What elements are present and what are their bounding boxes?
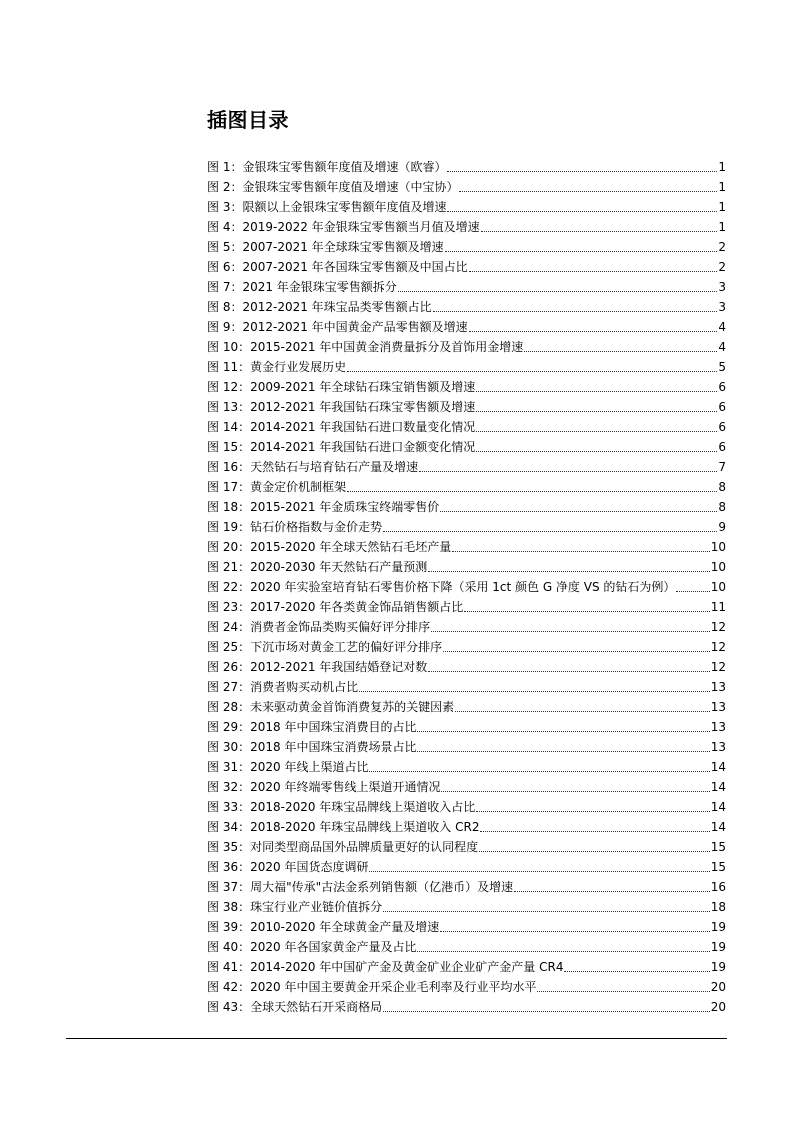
- toc-entry-label[interactable]: 图 38：珠宝行业产业链价值拆分: [207, 900, 383, 914]
- dot-leader: [417, 750, 709, 752]
- toc-entry[interactable]: [207, 515, 726, 535]
- toc-entry-page-number[interactable]: 1: [718, 160, 726, 174]
- toc-entry[interactable]: [207, 535, 726, 555]
- figure-index-list: [207, 155, 726, 1015]
- dot-leader: [476, 450, 717, 452]
- toc-entry-label[interactable]: 图 16：天然钻石与培育钻石产量及增速: [207, 460, 419, 474]
- dot-leader: [447, 170, 717, 172]
- toc-entry[interactable]: [207, 375, 726, 395]
- dot-leader: [524, 350, 717, 352]
- toc-entry[interactable]: [207, 835, 726, 855]
- toc-entry-page-number[interactable]: 6: [718, 380, 726, 394]
- toc-entry-page-number[interactable]: 13: [710, 700, 726, 714]
- dot-leader: [459, 190, 717, 192]
- toc-entry-label[interactable]: 图 3：限额以上金银珠宝零售额年度值及增速: [207, 200, 447, 214]
- toc-entry-label[interactable]: 图 26：2012-2021 年我国结婚登记对数: [207, 660, 428, 674]
- toc-entry[interactable]: [207, 595, 726, 615]
- toc-entry-label[interactable]: 图 23：2017-2020 年各类黄金饰品销售额占比: [207, 600, 464, 614]
- toc-entry-page-number[interactable]: 14: [710, 800, 726, 814]
- dot-leader: [479, 850, 710, 852]
- dot-leader: [417, 730, 709, 732]
- toc-entry-page-number[interactable]: 4: [718, 320, 726, 334]
- toc-entry[interactable]: [207, 875, 726, 895]
- dot-leader: [537, 990, 709, 992]
- toc-entry-label[interactable]: 图 9：2012-2021 年中国黄金产品零售额及增速: [207, 320, 468, 334]
- toc-entry-label[interactable]: 图 17：黄金定价机制框架: [207, 480, 347, 494]
- toc-entry-page-number[interactable]: 6: [718, 420, 726, 434]
- dot-leader: [443, 650, 710, 652]
- dot-leader: [431, 630, 710, 632]
- toc-entry-label[interactable]: 图 29：2018 年中国珠宝消费目的占比: [207, 720, 417, 734]
- toc-entry-page-number[interactable]: 12: [710, 620, 726, 634]
- page-title: 插图目录: [207, 108, 289, 132]
- toc-entry-page-number[interactable]: 9: [718, 520, 726, 534]
- toc-entry[interactable]: [207, 335, 726, 355]
- toc-entry-page-number[interactable]: 12: [710, 640, 726, 654]
- toc-entry-label[interactable]: 图 40：2020 年各国家黄金产量及占比: [207, 940, 417, 954]
- dot-leader: [383, 1010, 710, 1012]
- dot-leader: [417, 950, 709, 952]
- toc-entry-label[interactable]: 图 27：消费者购买动机占比: [207, 680, 359, 694]
- dot-leader: [347, 490, 717, 492]
- toc-entry-label[interactable]: 图 28：未来驱动黄金首饰消费复苏的关键因素: [207, 700, 455, 714]
- toc-entry[interactable]: [207, 495, 726, 515]
- toc-entry-label[interactable]: 图 43：全球天然钻石开采商格局: [207, 1000, 383, 1014]
- dot-leader: [433, 310, 718, 312]
- toc-entry-page-number[interactable]: 16: [710, 880, 726, 894]
- dot-leader: [481, 230, 718, 232]
- toc-entry[interactable]: [207, 955, 726, 975]
- dot-leader: [476, 410, 717, 412]
- toc-entry-label[interactable]: 图 1：金银珠宝零售额年度值及增速（欧睿）: [207, 160, 447, 174]
- toc-entry[interactable]: [207, 775, 726, 795]
- toc-entry[interactable]: [207, 215, 726, 235]
- toc-entry-page-number[interactable]: 2: [718, 260, 726, 274]
- toc-entry-page-number[interactable]: 14: [710, 760, 726, 774]
- toc-entry[interactable]: [207, 435, 726, 455]
- dot-leader: [469, 330, 718, 332]
- toc-entry-page-number[interactable]: 15: [710, 840, 726, 854]
- toc-entry[interactable]: [207, 855, 726, 875]
- toc-entry[interactable]: [207, 795, 726, 815]
- toc-entry[interactable]: [207, 695, 726, 715]
- dot-leader: [455, 710, 710, 712]
- toc-entry-page-number[interactable]: 19: [710, 920, 726, 934]
- toc-entry-label[interactable]: 图 31：2020 年线上渠道占比: [207, 760, 369, 774]
- toc-entry[interactable]: [207, 635, 726, 655]
- toc-entry-page-number[interactable]: 20: [710, 1000, 726, 1014]
- toc-entry[interactable]: [207, 455, 726, 475]
- toc-entry[interactable]: [207, 575, 726, 595]
- dot-leader: [383, 910, 710, 912]
- dot-leader: [676, 590, 709, 592]
- toc-entry[interactable]: [207, 255, 726, 275]
- toc-entry-page-number[interactable]: 13: [710, 740, 726, 754]
- toc-entry-page-number[interactable]: 14: [710, 820, 726, 834]
- toc-entry-label[interactable]: 图 11：黄金行业发展历史: [207, 360, 347, 374]
- toc-entry-label[interactable]: 图 35：对同类型商品国外品牌质量更好的认同程度: [207, 840, 479, 854]
- toc-entry[interactable]: [207, 315, 726, 335]
- toc-entry-label[interactable]: 图 5：2007-2021 年全球珠宝零售额及增速: [207, 240, 444, 254]
- toc-entry[interactable]: [207, 295, 726, 315]
- toc-entry-label[interactable]: 图 36：2020 年国货态度调研: [207, 860, 369, 874]
- toc-entry[interactable]: [207, 915, 726, 935]
- toc-entry[interactable]: [207, 815, 726, 835]
- toc-entry-page-number[interactable]: 8: [718, 480, 726, 494]
- toc-entry-label[interactable]: 图 13：2012-2021 年我国钻石珠宝零售额及增速: [207, 400, 476, 414]
- toc-entry[interactable]: [207, 235, 726, 255]
- toc-entry[interactable]: [207, 735, 726, 755]
- toc-entry-page-number[interactable]: 10: [710, 540, 726, 554]
- dot-leader: [452, 550, 709, 552]
- toc-entry-label[interactable]: 图 41：2014-2020 年中国矿产金及黄金矿业企业矿产金产量 CR4: [207, 960, 564, 974]
- toc-entry[interactable]: [207, 755, 726, 775]
- toc-entry-label[interactable]: 图 6：2007-2021 年各国珠宝零售额及中国占比: [207, 260, 468, 274]
- dot-leader: [464, 610, 709, 612]
- toc-entry-page-number[interactable]: 20: [710, 980, 726, 994]
- dot-leader: [369, 870, 709, 872]
- toc-entry-page-number[interactable]: 10: [710, 560, 726, 574]
- toc-entry-label[interactable]: 图 19：钻石价格指数与金价走势: [207, 520, 383, 534]
- toc-entry-label[interactable]: 图 4：2019-2022 年金银珠宝零售额当月值及增速: [207, 220, 480, 234]
- toc-entry[interactable]: [207, 675, 726, 695]
- toc-entry-page-number[interactable]: 3: [718, 280, 726, 294]
- dot-leader: [469, 270, 718, 272]
- toc-entry-page-number[interactable]: 5: [718, 360, 726, 374]
- toc-entry-page-number[interactable]: 1: [718, 200, 726, 214]
- toc-entry-label[interactable]: 图 22：2020 年实验室培育钻石零售价格下降（采用 1ct 颜色 G 净度 VS 的钻石为例）: [207, 580, 676, 594]
- toc-entry[interactable]: [207, 935, 726, 955]
- dot-leader: [383, 530, 717, 532]
- toc-entry[interactable]: [207, 395, 726, 415]
- toc-entry[interactable]: [207, 195, 726, 215]
- toc-entry[interactable]: [207, 155, 726, 175]
- toc-entry-page-number[interactable]: 6: [718, 440, 726, 454]
- toc-entry-label[interactable]: 图 30：2018 年中国珠宝消费场景占比: [207, 740, 417, 754]
- toc-entry-page-number[interactable]: 19: [710, 940, 726, 954]
- toc-entry-page-number[interactable]: 13: [710, 680, 726, 694]
- toc-entry-label[interactable]: 图 20：2015-2020 年全球天然钻石毛坯产量: [207, 540, 452, 554]
- toc-entry[interactable]: [207, 615, 726, 635]
- dot-leader: [564, 970, 709, 972]
- toc-entry-label[interactable]: 图 32：2020 年终端零售线上渠道开通情况: [207, 780, 441, 794]
- footer-divider: [66, 1038, 727, 1039]
- toc-entry[interactable]: [207, 415, 726, 435]
- toc-entry[interactable]: [207, 275, 726, 295]
- toc-entry-label[interactable]: 图 12：2009-2021 年全球钻石珠宝销售额及增速: [207, 380, 476, 394]
- toc-entry[interactable]: [207, 715, 726, 735]
- toc-entry-page-number[interactable]: 19: [710, 960, 726, 974]
- dot-leader: [428, 670, 709, 672]
- toc-entry-label[interactable]: 图 42：2020 年中国主要黄金开采企业毛利率及行业平均水平: [207, 980, 537, 994]
- toc-entry-label[interactable]: 图 33：2018-2020 年珠宝品牌线上渠道收入占比: [207, 800, 476, 814]
- dot-leader: [440, 930, 709, 932]
- toc-entry-label[interactable]: 图 37：周大福"传承"古法金系列销售额（亿港币）及增速: [207, 880, 514, 894]
- toc-entry-label[interactable]: 图 14：2014-2021 年我国钻石进口数量变化情况: [207, 420, 476, 434]
- toc-entry[interactable]: [207, 655, 726, 675]
- toc-entry-page-number[interactable]: 1: [718, 180, 726, 194]
- dot-leader: [359, 690, 710, 692]
- toc-entry-label[interactable]: 图 39：2010-2020 年全球黄金产量及增速: [207, 920, 440, 934]
- toc-entry-page-number[interactable]: 11: [710, 600, 726, 614]
- toc-entry-page-number[interactable]: 1: [718, 220, 726, 234]
- toc-entry[interactable]: [207, 555, 726, 575]
- toc-entry-label[interactable]: 图 15：2014-2021 年我国钻石进口金额变化情况: [207, 440, 476, 454]
- toc-entry-label[interactable]: 图 8：2012-2021 年珠宝品类零售额占比: [207, 300, 432, 314]
- toc-entry[interactable]: [207, 475, 726, 495]
- dot-leader: [447, 210, 717, 212]
- toc-entry-page-number[interactable]: 14: [710, 780, 726, 794]
- toc-entry-page-number[interactable]: 4: [718, 340, 726, 354]
- toc-entry[interactable]: [207, 355, 726, 375]
- dot-leader: [476, 810, 709, 812]
- dot-leader: [369, 770, 709, 772]
- toc-entry-page-number[interactable]: 3: [718, 300, 726, 314]
- toc-entry-page-number[interactable]: 8: [718, 500, 726, 514]
- toc-entry-page-number[interactable]: 13: [710, 720, 726, 734]
- dot-leader: [480, 830, 709, 832]
- toc-entry[interactable]: [207, 975, 726, 995]
- dot-leader: [347, 370, 717, 372]
- toc-entry-label[interactable]: 图 34：2018-2020 年珠宝品牌线上渠道收入 CR2: [207, 820, 480, 834]
- toc-entry-label[interactable]: 图 10：2015-2021 年中国黄金消费量拆分及首饰用金增速: [207, 340, 524, 354]
- toc-entry-label[interactable]: 图 24：消费者金饰品类购买偏好评分排序: [207, 620, 431, 634]
- toc-entry[interactable]: [207, 175, 726, 195]
- toc-entry-page-number[interactable]: 7: [718, 460, 726, 474]
- toc-entry-page-number[interactable]: 2: [718, 240, 726, 254]
- toc-entry-page-number[interactable]: 15: [710, 860, 726, 874]
- dot-leader: [476, 430, 717, 432]
- dot-leader: [514, 890, 710, 892]
- toc-entry-page-number[interactable]: 18: [710, 900, 726, 914]
- dot-leader: [440, 510, 717, 512]
- toc-entry-page-number[interactable]: 6: [718, 400, 726, 414]
- toc-entry-label[interactable]: 图 25：下沉市场对黄金工艺的偏好评分排序: [207, 640, 443, 654]
- toc-entry-label[interactable]: 图 18：2015-2021 年金质珠宝终端零售价: [207, 500, 440, 514]
- toc-entry-label[interactable]: 图 2：金银珠宝零售额年度值及增速（中宝协）: [207, 180, 459, 194]
- toc-entry[interactable]: [207, 995, 726, 1015]
- toc-entry-page-number[interactable]: 10: [710, 580, 726, 594]
- toc-entry-page-number[interactable]: 12: [710, 660, 726, 674]
- dot-leader: [398, 290, 718, 292]
- toc-entry-label[interactable]: 图 7：2021 年金银珠宝零售额拆分: [207, 280, 397, 294]
- toc-entry[interactable]: [207, 895, 726, 915]
- dot-leader: [476, 390, 717, 392]
- toc-entry-label[interactable]: 图 21：2020-2030 年天然钻石产量预测: [207, 560, 428, 574]
- dot-leader: [441, 790, 709, 792]
- dot-leader: [419, 470, 717, 472]
- dot-leader: [428, 570, 709, 572]
- dot-leader: [445, 250, 718, 252]
